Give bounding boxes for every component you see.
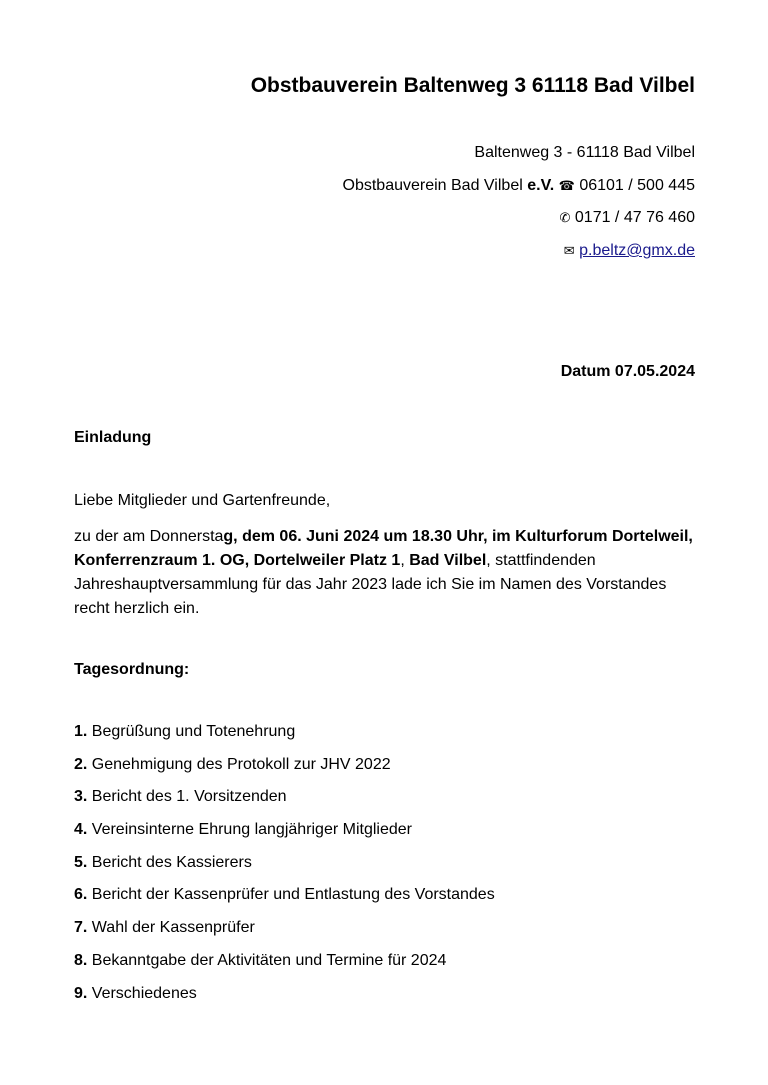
subject-heading: Einladung bbox=[74, 429, 152, 446]
agenda-item-number: 2. bbox=[74, 755, 88, 773]
agenda-item-text: Genehmigung des Protokoll zur JHV 2022 bbox=[87, 755, 391, 773]
email-link[interactable]: p.beltz@gmx.de bbox=[579, 242, 695, 260]
agenda-item-text: Bericht des Kassierers bbox=[87, 853, 252, 871]
contact-email bbox=[343, 240, 696, 273]
agenda-item-text: Bericht der Kassenprüfer und Entlastung des Vorstandes bbox=[87, 886, 495, 904]
contact-block bbox=[343, 142, 696, 273]
agenda-item bbox=[74, 852, 495, 885]
org-suffix: e.V. bbox=[527, 176, 555, 194]
agenda-item-number: 3. bbox=[74, 788, 88, 806]
phone-number: 06101 / 500 445 bbox=[579, 176, 695, 194]
letter-title: Obstbauverein Baltenweg 3 61118 Bad Vilbel bbox=[250, 74, 695, 97]
mobile-number: 0171 / 47 76 460 bbox=[574, 209, 695, 227]
agenda-item bbox=[74, 950, 495, 983]
agenda-item bbox=[74, 754, 495, 787]
agenda-item-number: 9. bbox=[74, 984, 88, 1002]
org-name: Obstbauverein Bad Vilbel bbox=[342, 176, 523, 194]
agenda-item-number: 7. bbox=[74, 919, 88, 937]
agenda-item bbox=[74, 917, 495, 950]
agenda-heading: Tagesordnung: bbox=[74, 661, 190, 678]
invitation-paragraph bbox=[74, 525, 695, 621]
agenda-item-number: 6. bbox=[74, 886, 88, 904]
mobile-phone-icon: ✆ bbox=[559, 211, 571, 227]
agenda-item-text: Vereinsinterne Ehrung langjähriger Mitglieder bbox=[87, 821, 412, 839]
agenda-item-text: Wahl der Kassenprüfer bbox=[87, 919, 255, 937]
greeting: Liebe Mitglieder und Gartenfreunde, bbox=[74, 492, 331, 509]
agenda-list bbox=[74, 721, 495, 1015]
contact-address: Baltenweg 3 - 61118 Bad Vilbel bbox=[474, 144, 695, 161]
agenda-item-number: 5. bbox=[74, 853, 88, 871]
invitation-text-3: , bbox=[400, 552, 410, 569]
contact-org-phone bbox=[343, 175, 696, 208]
agenda-item bbox=[74, 819, 495, 852]
agenda-item bbox=[74, 786, 495, 819]
date-line: Datum 07.05.2024 bbox=[560, 363, 695, 380]
invitation-text-5: , stattfindenden Jahreshauptversammlung für das Jahr 2023 lade ich Sie im Namen des Vorstandes recht herzlich ein. bbox=[74, 552, 667, 617]
invitation-text-1: zu der am Donnersta bbox=[74, 528, 224, 545]
agenda-item bbox=[74, 884, 495, 917]
agenda-item bbox=[74, 983, 495, 1016]
agenda-item-text: Verschiedenes bbox=[87, 984, 197, 1002]
invitation-city: Bad Vilbel bbox=[409, 552, 487, 569]
agenda-item bbox=[74, 721, 495, 754]
agenda-item-text: Bekanntgabe der Aktivitäten und Termine für 2024 bbox=[87, 951, 447, 969]
agenda-item-number: 1. bbox=[74, 723, 88, 740]
phone-icon: ☎ bbox=[558, 178, 575, 194]
agenda-item-number: 8. bbox=[74, 951, 88, 969]
envelope-icon: ✉ bbox=[563, 244, 575, 260]
invitation-event-details: g, dem 06. Juni 2024 um 18.30 Uhr, im Kulturforum Dortelweil, Konferrenzraum 1. OG, Dortelweiler Platz 1 bbox=[74, 528, 693, 569]
agenda-item-text: Bericht des 1. Vorsitzenden bbox=[87, 788, 287, 806]
agenda-item-text: Begrüßung und Totenehrung bbox=[87, 723, 296, 740]
contact-mobile bbox=[343, 207, 696, 240]
agenda-item-number: 4. bbox=[74, 821, 88, 839]
